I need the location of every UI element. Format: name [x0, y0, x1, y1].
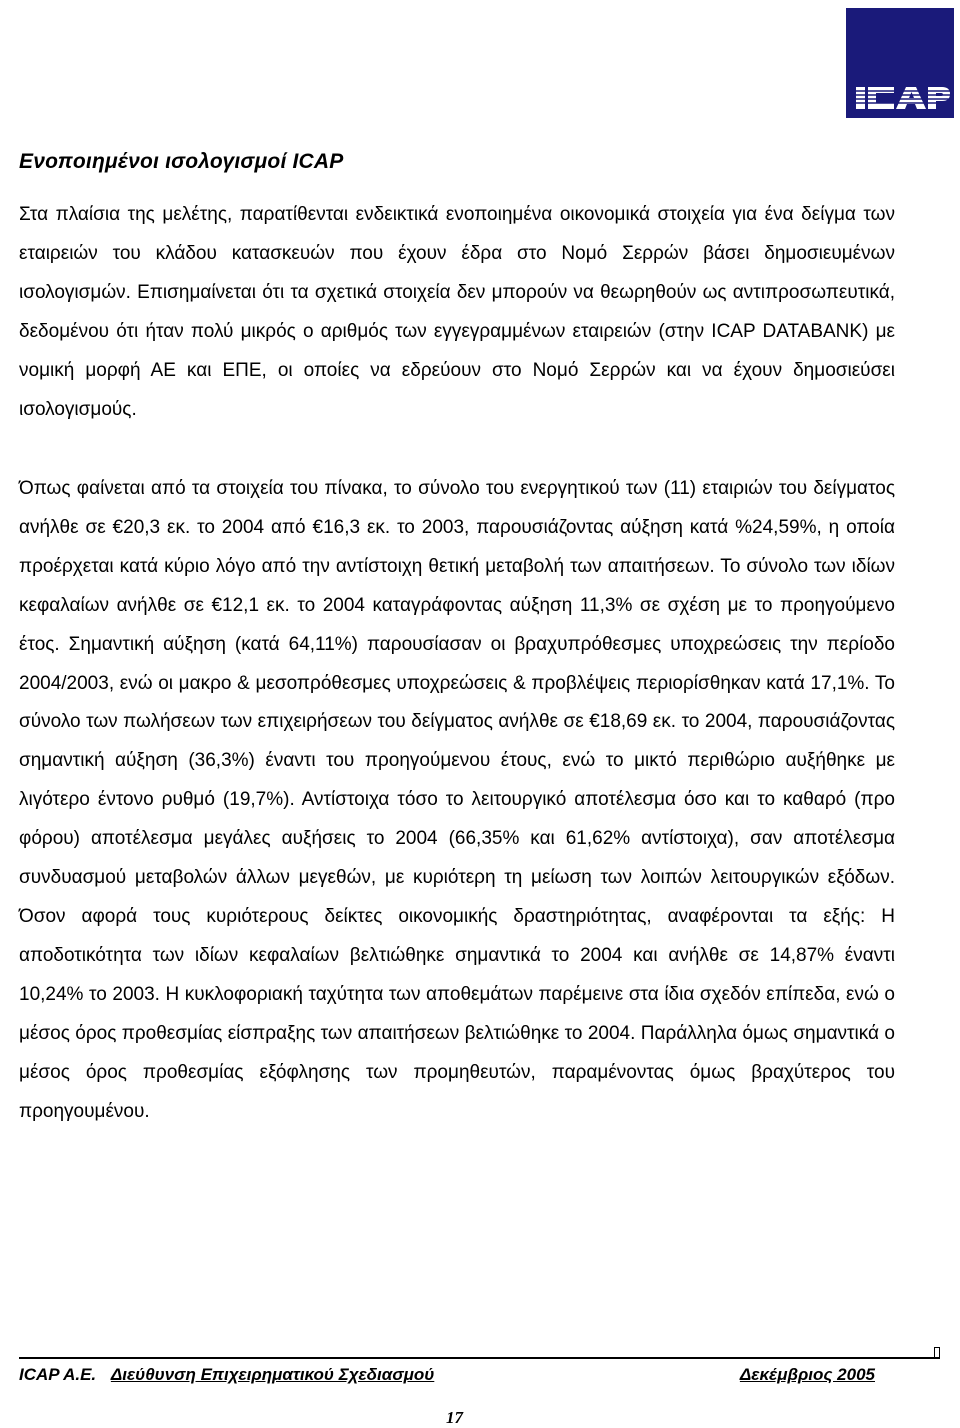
- page-footer: [19, 1365, 875, 1385]
- footer-left: [19, 1365, 434, 1385]
- footer-date: Δεκέμβριος 2005: [739, 1365, 875, 1384]
- footer-divider-end: [934, 1347, 940, 1359]
- page-number: 17: [446, 1408, 463, 1427]
- icap-logo: [846, 8, 954, 118]
- footer-divider: [19, 1357, 939, 1359]
- icap-logo-mark: [846, 8, 954, 118]
- paragraph-analysis: Όπως φαίνεται από τα στοιχεία του πίνακα, το σύνολο του ενεργητικού των (11) εταιριών του δείγματος ανήλθε σε €20,3 εκ. το 2004 από €16,3 εκ. το 2003, παρουσιάζοντας αύξηση κατά %24,59%, η οποία προέρχεται κατά κύριο λόγο από την αντίστοιχη θετική μεταβολή των απαιτήσεων. Το σύνολο των ιδίων κεφαλαίων ανήλθε σε €12,1 εκ. το 2004 καταγράφοντας αύξηση 11,3% σε σχέση με το προηγούμενο έτος. Σημαντική αύξηση (κατά 64,11%) παρουσίασαν οι βραχυπρόθεσμες υποχρεώσεις την περίοδο 2004/2003, ενώ οι μακρο & μεσοπρόθεσμες υποχρεώσεις & προβλέψεις περιορίσθηκαν κατά 17,1%. Το σύνολο των πωλήσεων των επιχειρήσεων του δείγματος ανήλθε σε €18,69 εκ. το 2004, παρουσιάζοντας σημαντική αύξηση (36,3%) έναντι του προηγούμενου έτους, ενώ το μικτό περιθώριο αυξήθηκε με λιγότερο έντονο ρυθμό (19,7%). Αντίστοιχα τόσο το λειτουργικό αποτέλεσμα όσο και το καθαρό (προ φόρου) αποτέλεσμα μεγάλες αυξήσεις το 2004 (66,35% και 61,62% αντίστοιχα), σαν αποτέλεσμα συνδυασμού μεταβολών άλλων μεγεθών, με κυριότερη τη μείωση των λοιπών λειτουργικών εξόδων. Όσον αφορά τους κυριότερους δείκτες οικονομικής δραστηριότητας, αναφέρονται τα εξής: Η αποδοτικότητα των ιδίων κεφαλαίων βελτιώθηκε σημαντικά το 2004 και ανήλθε σε 14,87% έναντι 10,24% το 2003. Η κυκλοφοριακή ταχύτητα των αποθεμάτων παρέμεινε στα ίδια σχεδόν επίπεδα, ενώ ο μέσος όρος προθεσμίας είσπραξης των απαιτήσεων βελτιώθηκε το 2004. Παράλληλα όμως σημαντικά ο μέσος όρος προθεσμίας εξόφλησης των προμηθευτών, παραμένοντας όμως βραχύτερος του προηγουμένου.: [19, 478, 895, 1122]
- footer-company: ICAP A.E.: [19, 1365, 97, 1384]
- footer-department: Διεύθυνση Επιχειρηματικού Σχεδιασμού: [110, 1365, 435, 1384]
- paragraph-intro: Στα πλαίσια της μελέτης, παρατίθενται ενδεικτικά ενοποιημένα οικονομικά στοιχεία για ένα δείγμα των εταιρειών του κλάδου κατασκευών που έχουν έδρα στο Νομό Σερρών βάσει δημοσιευμένων ισολογισμών. Επισημαίνεται ότι τα σχετικά στοιχεία δεν μπορούν να θεωρηθούν ως αντιπροσωπευτικά, δεδομένου ότι ήταν πολύ μικρός ο αριθμός των εγγεγραμμένων εταιρειών (στην ICAP DATABANK) με νομική μορφή ΑΕ και ΕΠΕ, οι οποίες να εδρεύουν στο Νομό Σερρών και να έχουν δημοσιεύσει ισολογισμούς.: [19, 204, 895, 420]
- section-heading: Ενοποιημένοι ισολογισμοί ICAP: [19, 150, 344, 173]
